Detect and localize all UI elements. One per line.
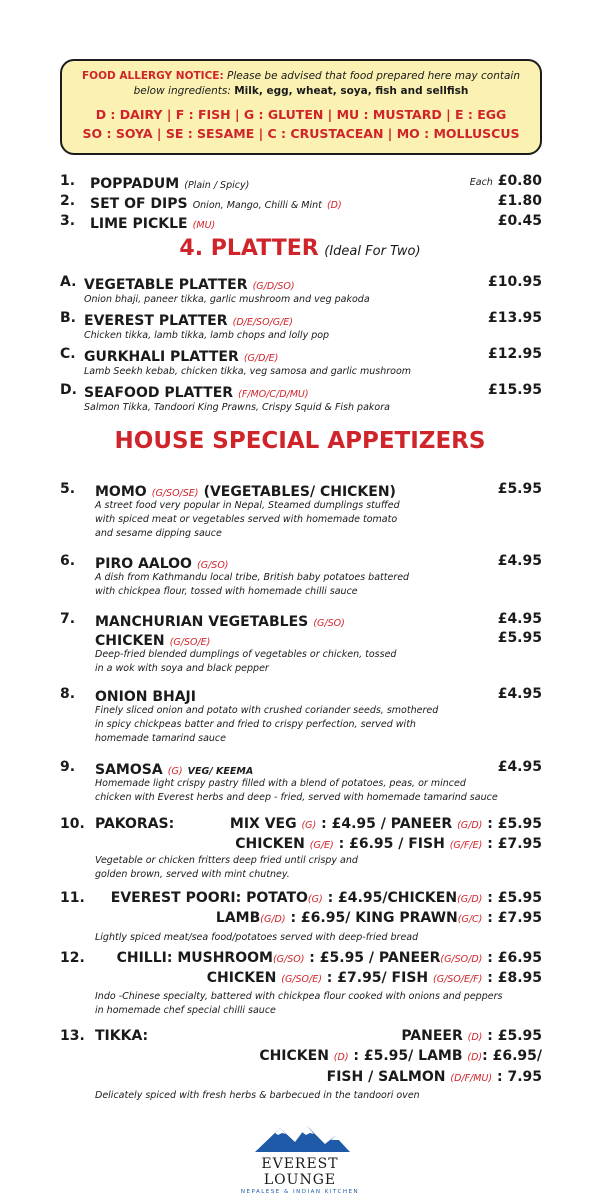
item-variant-name: CHICKEN: [95, 633, 165, 649]
item-description: [95, 990, 502, 1018]
description-line: homemade tamarind sauce: [95, 733, 227, 744]
item-name: SET OF DIPS: [90, 196, 188, 212]
item-price: £4.95: [497, 759, 542, 775]
allergen-code: (G/SO): [197, 560, 229, 571]
item-description: [95, 854, 358, 882]
description-line: with spiced meat or vegetables served with homemade tomato: [95, 514, 398, 525]
item-number: 9.: [60, 759, 76, 775]
item-letter: C.: [60, 346, 76, 362]
logo-tagline: NEPALESE & INDIAN KITCHEN: [240, 1189, 360, 1195]
variant-name: FISH / SALMON: [326, 1069, 446, 1085]
item-price-line-1: [117, 950, 542, 966]
variant-name: CHICKEN: [235, 836, 305, 852]
item-price: £15.95: [487, 382, 542, 398]
item-letter: A.: [60, 274, 77, 290]
item-price: £0.45: [497, 213, 542, 229]
item-description: Salmon Tikka, Tandoori King Prawns, Crispy Squid & Fish pakora: [84, 402, 390, 413]
item-variant: VEG/ KEEMA: [187, 766, 254, 777]
everest-lounge-logo: [230, 1122, 370, 1195]
platter-heading: [0, 236, 600, 261]
variant-price: : £5.95: [487, 1028, 542, 1044]
item-letter: D.: [60, 382, 77, 398]
description-line: in a wok with soya and black pepper: [95, 663, 269, 674]
item-name: EVEREST PLATTER: [84, 313, 228, 329]
item-variant-price: £5.95: [497, 630, 542, 646]
item-name: POPPADUM: [90, 176, 180, 192]
allergen-code: (G/D/E): [243, 353, 279, 364]
item-name: SAMOSA: [95, 762, 163, 778]
allergen-code: (G/SO): [313, 618, 345, 629]
description-line: in spicy chickpeas batter and fried to crispy perfection, served with: [95, 719, 416, 730]
item-price-line-1: [111, 890, 542, 906]
allergen-code: (G/F/E): [449, 840, 483, 851]
item-price: £1.80: [497, 193, 542, 209]
description-line: and sesame dipping sauce: [95, 528, 222, 539]
item-name: EVEREST POORI:: [110, 890, 242, 906]
item-price-line-1: [401, 1028, 542, 1044]
description-line: Deep-fried blended dumplings of vegetables or chicken, tossed: [95, 649, 397, 660]
item-number: 13.: [60, 1028, 85, 1044]
allergen-code: (G/SO/D): [440, 954, 483, 965]
description-line: Vegetable or chicken fritters deep fried until crispy and: [95, 855, 358, 866]
allergen-code: (D): [467, 1032, 483, 1043]
item-description: Onion bhaji, paneer tikka, garlic mushroom and veg pakoda: [84, 294, 370, 305]
description-line: chicken with Everest herbs and deep - fried, served with homemade tamarind sauce: [95, 792, 498, 803]
variant-price: : £6.95/: [482, 1048, 542, 1064]
variant-price: : £4.95 / PANEER: [321, 816, 453, 832]
description-line: in homemade chef special chilli sauce: [95, 1005, 276, 1016]
item-name: TIKKA:: [95, 1028, 149, 1044]
item-price: £4.95: [497, 611, 542, 627]
item-number: 3.: [60, 213, 76, 229]
item-price: £4.95: [497, 553, 542, 569]
allergen-code: (MU): [192, 220, 216, 231]
allergy-ingredients: Milk, egg, wheat, soya, fish and sellfish: [234, 85, 469, 97]
allergen-code: (D): [467, 1052, 483, 1063]
item-description: [95, 571, 409, 599]
description-line: A dish from Kathmandu local tribe, British baby potatoes battered: [95, 572, 410, 583]
item-price: £4.95: [497, 686, 542, 702]
allergen-code: (G/SO/SE): [151, 488, 199, 499]
allergen-code: (D/E/SO/G/E): [232, 317, 294, 328]
allergen-code: (G/C): [457, 914, 483, 925]
variant-price: : £5.95: [487, 816, 542, 832]
variant-price: : £7.95: [487, 910, 542, 926]
item-name: PIRO AALOO: [95, 556, 192, 572]
allergy-label: FOOD ALLERGY NOTICE:: [81, 70, 224, 82]
allergen-code: (G/SO/E): [169, 637, 211, 648]
description-line: with chickpea flour, tossed with homemade chilli sauce: [95, 586, 358, 597]
allergen-code: (F/MO/C/D/MU): [238, 389, 309, 400]
item-name: ONION BHAJI: [95, 689, 196, 705]
allergy-notice: [60, 59, 542, 155]
item-name: LIME PICKLE: [90, 216, 188, 232]
item-number: 2.: [60, 193, 76, 209]
item-price-line-2: [216, 910, 542, 926]
variant-price: : 7.95: [496, 1069, 542, 1085]
platter-subtitle: (Ideal For Two): [324, 244, 421, 259]
allergen-code: (G): [301, 820, 317, 831]
item-number: 8.: [60, 686, 76, 702]
item-description: Lightly spiced meat/sea food/potatoes served with deep-fried bread: [95, 932, 419, 943]
variant-name: CHICKEN: [259, 1048, 329, 1064]
allergy-codes-line-1: D : DAIRY | F : FISH | G : GLUTEN | MU : MUSTARD | E : EGG: [95, 107, 507, 122]
variant-price: : £7.95: [487, 836, 542, 852]
description-line: A street food very popular in Nepal, Steamed dumplings stuffed: [95, 500, 400, 511]
variant-name: POTATO: [246, 890, 308, 906]
description-line: Finely sliced onion and potato with crushed coriander seeds, smothered: [95, 705, 439, 716]
item-note: (Plain / Spicy): [184, 180, 250, 191]
variant-name: CHICKEN: [206, 970, 277, 986]
item-name: CHILLI: MUSHROOM: [116, 950, 273, 966]
allergy-codes-line-2: SO : SOYA | SE : SESAME | C : CRUSTACEAN | MO : MOLLUSCUS: [82, 126, 520, 141]
variant-price: : £5.95 / PANEER: [309, 950, 441, 966]
item-description: Chicken tikka, lamb tikka, lamb chops and lolly pop: [84, 330, 330, 341]
item-price-line-1: [230, 816, 542, 832]
item-description: Lamb Seekh kebab, chicken tikka, veg samosa and garlic mushroom: [84, 366, 412, 377]
item-number: 12.: [60, 950, 85, 966]
item-name: GURKHALI PLATTER: [84, 349, 239, 365]
item-price: £0.80: [497, 173, 542, 189]
item-price: £5.95: [497, 481, 542, 497]
item-name: SEAFOOD PLATTER: [84, 385, 234, 401]
item-description: [95, 499, 400, 541]
variant-price: : £6.95 / FISH: [338, 836, 445, 852]
mountain-icon: [245, 1122, 355, 1152]
item-letter: B.: [60, 310, 76, 326]
item-price-line-2: [235, 836, 542, 852]
item-price-line-2: [207, 970, 542, 986]
allergy-intro: Please be advised that food prepared here may contain below ingredients:: [133, 70, 520, 97]
item-variant: (VEGETABLES/ CHICKEN): [203, 484, 396, 500]
item-number: 10.: [60, 816, 85, 832]
item-price: £13.95: [487, 310, 542, 326]
allergen-code: (G/D): [260, 914, 286, 925]
item-number: 7.: [60, 611, 76, 627]
allergen-code: (G/D): [457, 820, 483, 831]
item-number: 6.: [60, 553, 76, 569]
item-description: Delicately spiced with fresh herbs & barbecued in the tandoori oven: [95, 1090, 420, 1101]
variant-price: : £8.95: [487, 970, 542, 986]
allergy-codes: [62, 105, 540, 143]
item-number: 5.: [60, 481, 76, 497]
description-line: Indo -Chinese specialty, battered with chickpea flour cooked with onions and peppers: [95, 991, 503, 1002]
variant-price: : £5.95/ LAMB: [353, 1048, 463, 1064]
allergen-code: (G/SO): [272, 954, 305, 965]
item-price: £12.95: [487, 346, 542, 362]
item-name: PAKORAS:: [95, 816, 175, 832]
allergen-code: (D): [326, 200, 342, 211]
allergen-code: (G/SO/E/F): [433, 974, 483, 985]
allergen-code: (G/SO/E): [281, 974, 322, 985]
item-price: £10.95: [487, 274, 542, 290]
item-name: VEGETABLE PLATTER: [84, 277, 248, 293]
allergen-code: (D): [333, 1052, 349, 1063]
variant-price: : £4.95/CHICKEN: [327, 890, 458, 906]
allergen-code: (G): [167, 766, 183, 777]
variant-price: : £5.95: [487, 890, 542, 906]
allergen-code: (G/D/SO): [252, 281, 295, 292]
variant-name: MIX VEG: [229, 816, 297, 832]
logo-wordmark: EVEREST LOUNGE: [261, 1156, 339, 1188]
item-number: 1.: [60, 173, 76, 189]
variant-price: : £7.95/ FISH: [326, 970, 429, 986]
allergen-code: (D/F/MU): [450, 1073, 493, 1084]
variant-name: PANEER: [401, 1028, 463, 1044]
allergy-notice-text: [62, 69, 540, 99]
item-price-line-2: [259, 1048, 542, 1064]
description-line: golden brown, served with mint chutney.: [95, 869, 290, 880]
description-line: Homemade light crispy pastry filled with a blend of potatoes, peas, or minced: [95, 778, 466, 789]
house-specials-heading: HOUSE SPECIAL APPETIZERS: [114, 428, 486, 454]
item-note: Onion, Mango, Chilli & Mint: [192, 200, 322, 211]
item-name: MANCHURIAN VEGETABLES: [95, 614, 309, 630]
allergen-code: (G): [307, 894, 323, 905]
platter-title: 4. PLATTER: [179, 236, 319, 261]
item-description: [95, 704, 438, 746]
item-number: 11.: [60, 890, 85, 906]
item-description: [95, 777, 498, 805]
allergen-code: (G/E): [309, 840, 334, 851]
variant-price: : £6.95: [487, 950, 542, 966]
variant-price: : £6.95/ KING PRAWN: [290, 910, 458, 926]
allergen-code: (G/D): [457, 894, 483, 905]
variant-name: LAMB: [215, 910, 261, 926]
item-price-line-3: [327, 1069, 542, 1085]
item-name: MOMO: [95, 484, 147, 500]
item-description: [95, 648, 396, 676]
price-prefix: Each: [469, 177, 493, 188]
